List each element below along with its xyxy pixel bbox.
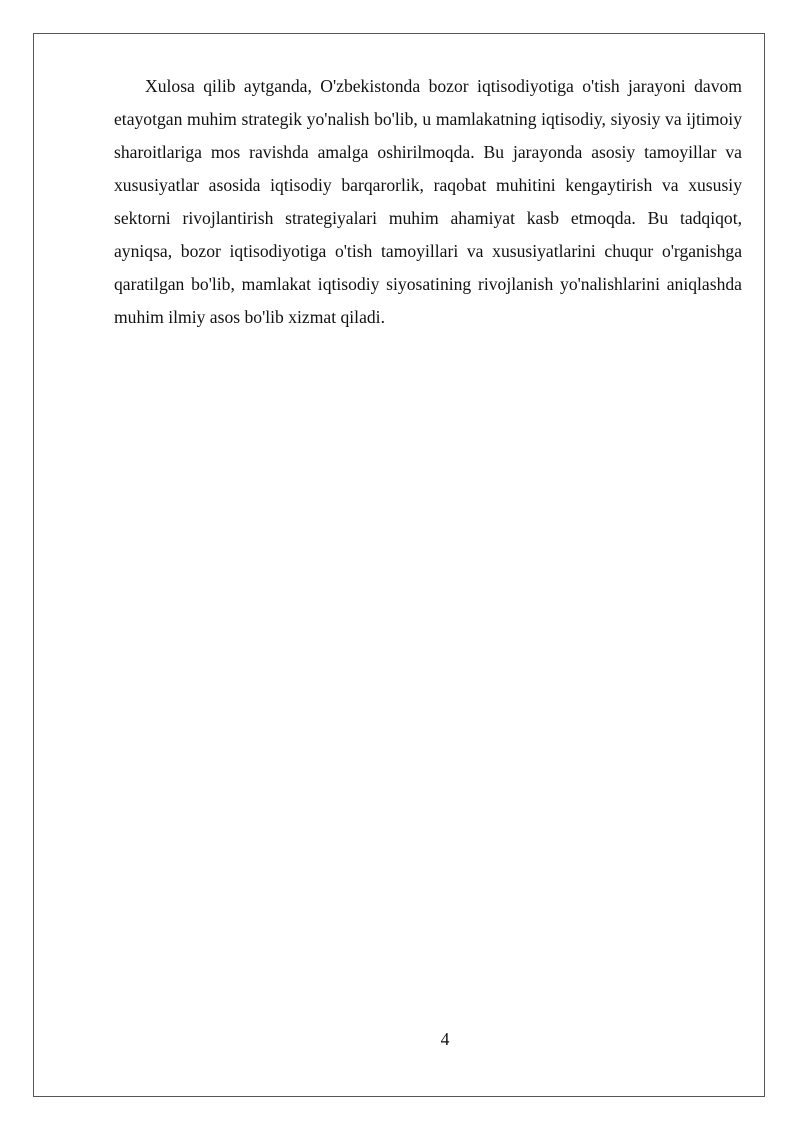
page-number: 4 <box>440 1029 450 1049</box>
body-paragraph: Xulosa qilib aytganda, O'zbekistonda bozor iqtisodiyotiga o'tish jarayoni davom etayotgan muhim strategik yo'nalish bo'lib, u mamlakatning iqtisodiy, siyosiy va ijtimoiy sharoitlariga mos ravishda amalga oshirilmoqda. Bu jarayonda asosiy tamoyillar va xususiyatlar asosida iqtisodiy barqarorlik, raqobat muhitini kengaytirish va xususiy sektorni rivojlantirish strategiyalari muhim ahamiyat kasb etmoqda. Bu tadqiqot, ayniqsa, bozor iqtisodiyotiga o'tish tamoyillari va xususiyatlarini chuqur o'rganishga qaratilgan bo'lib, mamlakat iqtisodiy siyosatining rivojlanish yo'nalishlarini aniqlashda muhim ilmiy asos bo'lib xizmat qiladi. <box>114 76 742 327</box>
